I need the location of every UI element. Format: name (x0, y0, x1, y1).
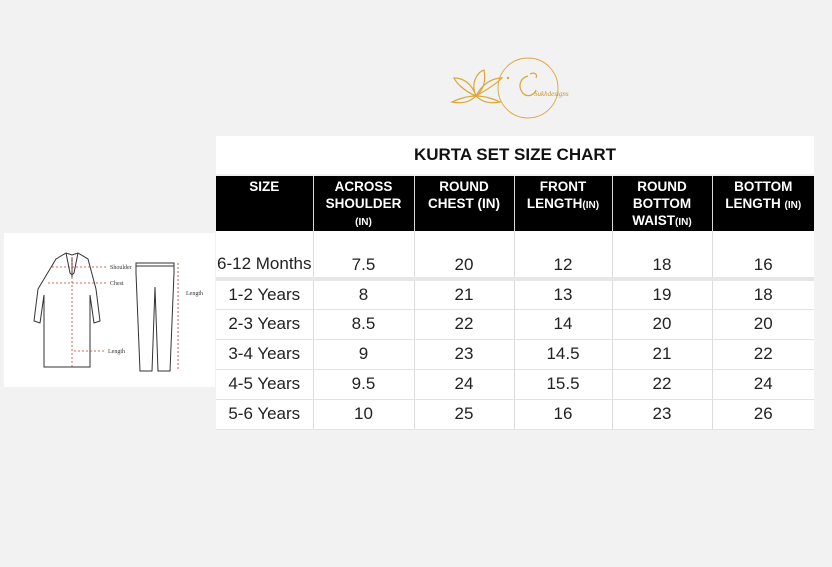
size-cell: 6-12 Months (216, 231, 313, 279)
table-row (216, 339, 814, 369)
brand-logo (448, 52, 588, 124)
kurta-length-label: Length (108, 349, 125, 355)
value-cell: 15.5 (514, 369, 612, 399)
value-cell: 9.5 (313, 369, 414, 399)
value-cell: 21 (612, 339, 712, 369)
size-cell: 5-6 Years (216, 399, 313, 429)
chart-title: KURTA SET SIZE CHART (216, 136, 814, 176)
value-cell: 21 (414, 279, 514, 309)
value-cell: 18 (612, 231, 712, 279)
value-cell: 18 (712, 279, 814, 309)
table-row (216, 399, 814, 429)
value-cell: 24 (414, 369, 514, 399)
value-cell: 10 (313, 399, 414, 429)
pant-length-label: Length (186, 291, 203, 297)
chest-label: Chest (110, 281, 124, 287)
value-cell: 14.5 (514, 339, 612, 369)
value-cell: 16 (514, 399, 612, 429)
size-cell: 2-3 Years (216, 309, 313, 339)
col-header-bottom-length: BOTTOM LENGTH (IN) (712, 176, 814, 231)
value-cell: 20 (712, 309, 814, 339)
measurement-diagram (4, 233, 215, 387)
table-row (216, 231, 814, 279)
col-header-round-chest: ROUND CHEST (IN) (414, 176, 514, 231)
value-cell: 22 (414, 309, 514, 339)
value-cell: 8.5 (313, 309, 414, 339)
size-chart (216, 136, 814, 430)
kurta-set-illustration-icon (4, 233, 215, 387)
value-cell: 26 (712, 399, 814, 429)
value-cell: 22 (612, 369, 712, 399)
value-cell: 9 (313, 339, 414, 369)
size-cell: 3-4 Years (216, 339, 313, 369)
value-cell: 24 (712, 369, 814, 399)
size-table (216, 176, 814, 430)
col-header-round-bottom-waist: ROUND BOTTOM WAIST(IN) (612, 176, 712, 231)
shoulder-label: Shoulder (110, 265, 132, 271)
col-header-front-length: FRONT LENGTH(IN) (514, 176, 612, 231)
value-cell: 22 (712, 339, 814, 369)
value-cell: 20 (414, 231, 514, 279)
table-row (216, 279, 814, 309)
value-cell: 7.5 (313, 231, 414, 279)
size-cell: 4-5 Years (216, 369, 313, 399)
value-cell: 12 (514, 231, 612, 279)
value-cell: 16 (712, 231, 814, 279)
size-cell: 1-2 Years (216, 279, 313, 309)
col-header-size: SIZE (216, 176, 313, 231)
value-cell: 14 (514, 309, 612, 339)
value-cell: 13 (514, 279, 612, 309)
lotus-logo-icon (448, 52, 588, 124)
value-cell: 8 (313, 279, 414, 309)
value-cell: 19 (612, 279, 712, 309)
value-cell: 25 (414, 399, 514, 429)
value-cell: 20 (612, 309, 712, 339)
col-header-across-shoulder: ACROSS SHOULDER (IN) (313, 176, 414, 231)
table-row (216, 309, 814, 339)
value-cell: 23 (414, 339, 514, 369)
logo-text: Sukhdesigns (534, 90, 569, 98)
table-header-row (216, 176, 814, 231)
table-row (216, 369, 814, 399)
value-cell: 23 (612, 399, 712, 429)
